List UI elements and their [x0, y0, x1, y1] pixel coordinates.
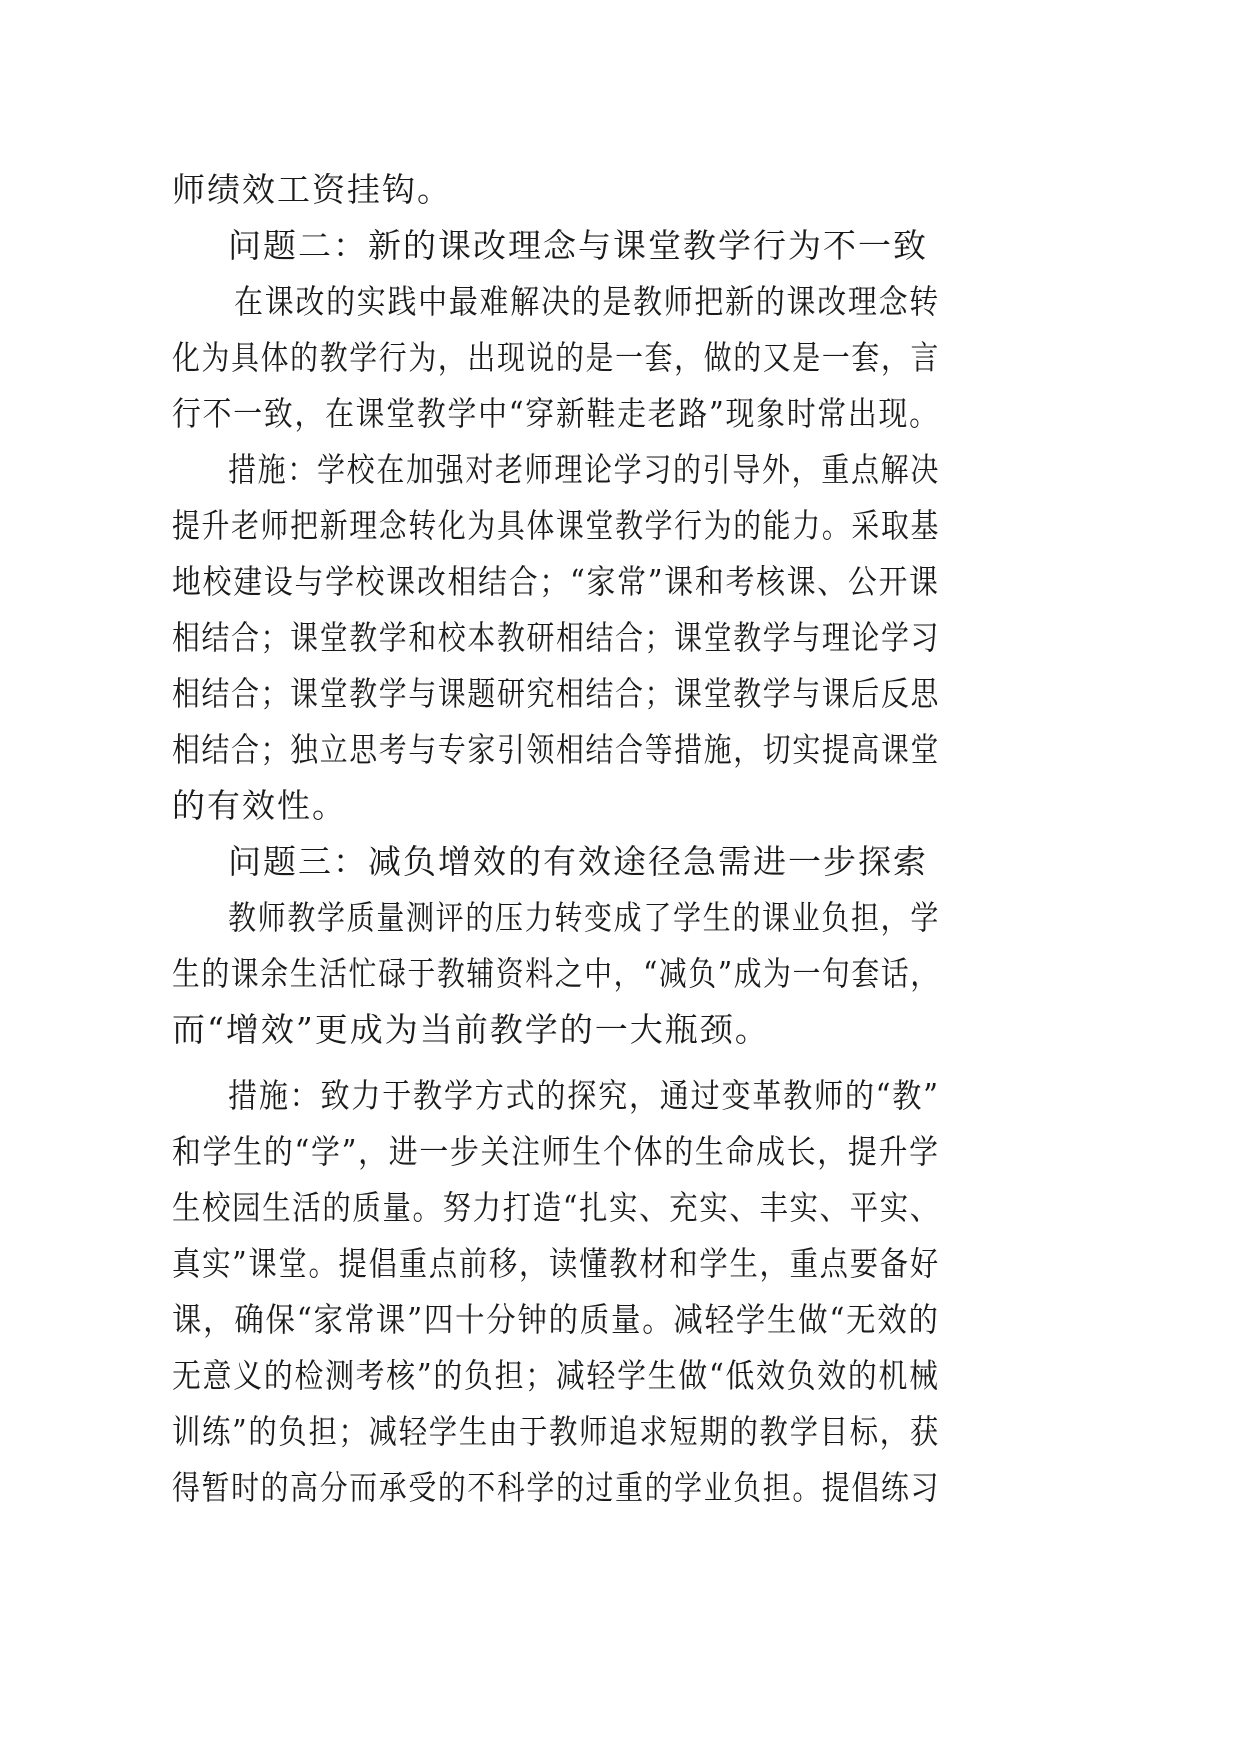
text-line	[0, 608, 1241, 668]
section-heading	[0, 832, 1241, 892]
text-line	[0, 440, 1241, 500]
text-line-content: 生校园生活的质量。努力打造“扎实、充实、丰实、平实、	[172, 1188, 940, 1227]
text-line	[0, 1458, 1241, 1518]
text-line	[0, 1290, 1241, 1350]
text-line	[0, 160, 1241, 220]
text-line-content: 生的课余生活忙碌于教辅资料之中，“减负”成为一句套话，	[172, 954, 940, 993]
text-line	[0, 328, 1241, 388]
text-line	[0, 1402, 1241, 1462]
text-line-content: 措施：致力于教学方式的探究，通过变革教师的“教”	[228, 1076, 940, 1115]
section-heading-content: 问题三：减负增效的有效途径急需进一步探索	[228, 842, 928, 881]
text-line-content: 教师教学质量测评的压力转变成了学生的课业负担，学	[228, 898, 940, 937]
section-heading-content: 问题二：新的课改理念与课堂教学行为不一致	[228, 226, 928, 265]
text-line-content: 相结合；课堂教学和校本教研相结合；课堂教学与理论学习	[172, 618, 941, 657]
text-line-content: 而“增效”更成为当前教学的一大瓶颈。	[172, 1010, 770, 1049]
text-line-content: 行不一致，在课堂教学中“穿新鞋走老路”现象时常出现。	[172, 394, 940, 433]
text-line	[0, 664, 1241, 724]
text-line-content: 训练”的负担；减轻学生由于教师追求短期的教学目标，获	[172, 1412, 940, 1451]
text-line	[0, 552, 1241, 612]
section-heading	[0, 216, 1241, 276]
text-line	[0, 496, 1241, 556]
text-line-content: 提升老师把新理念转化为具体课堂教学行为的能力。采取基	[172, 506, 941, 545]
text-line	[0, 1000, 1241, 1060]
text-line-content: 地校建设与学校课改相结合；“家常”课和考核课、公开课	[172, 562, 940, 601]
text-line-content: 措施：学校在加强对老师理论学习的引导外，重点解决	[228, 450, 940, 489]
text-line-content: 无意义的检测考核”的负担；减轻学生做“低效负效的机械	[172, 1356, 940, 1395]
text-line	[0, 1178, 1241, 1238]
text-line	[0, 1066, 1241, 1126]
text-line	[0, 944, 1241, 1004]
text-line	[0, 272, 1241, 332]
text-line	[0, 1346, 1241, 1406]
text-line-content: 在课改的实践中最难解决的是教师把新的课改理念转	[234, 282, 940, 321]
text-line	[0, 1122, 1241, 1182]
text-line-content: 和学生的“学”，进一步关注师生个体的生命成长，提升学	[172, 1132, 940, 1171]
text-line-content: 相结合；课堂教学与课题研究相结合；课堂教学与课后反思	[172, 674, 941, 713]
text-line-content: 的有效性。	[172, 786, 347, 825]
text-line	[0, 776, 1241, 836]
text-line-content: 相结合；独立思考与专家引领相结合等措施，切实提高课堂	[172, 730, 941, 769]
text-line	[0, 720, 1241, 780]
text-line	[0, 888, 1241, 948]
text-line-content: 真实”课堂。提倡重点前移，读懂教材和学生，重点要备好	[172, 1244, 940, 1283]
text-line	[0, 384, 1241, 444]
text-line-content: 师绩效工资挂钩。	[172, 170, 452, 209]
text-line	[0, 1234, 1241, 1294]
text-line-content: 得暂时的高分而承受的不科学的过重的学业负担。提倡练习	[172, 1468, 941, 1507]
text-line-content: 课，确保“家常课”四十分钟的质量。减轻学生做“无效的	[172, 1300, 940, 1339]
text-line-content: 化为具体的教学行为，出现说的是一套，做的又是一套，言	[172, 338, 941, 377]
